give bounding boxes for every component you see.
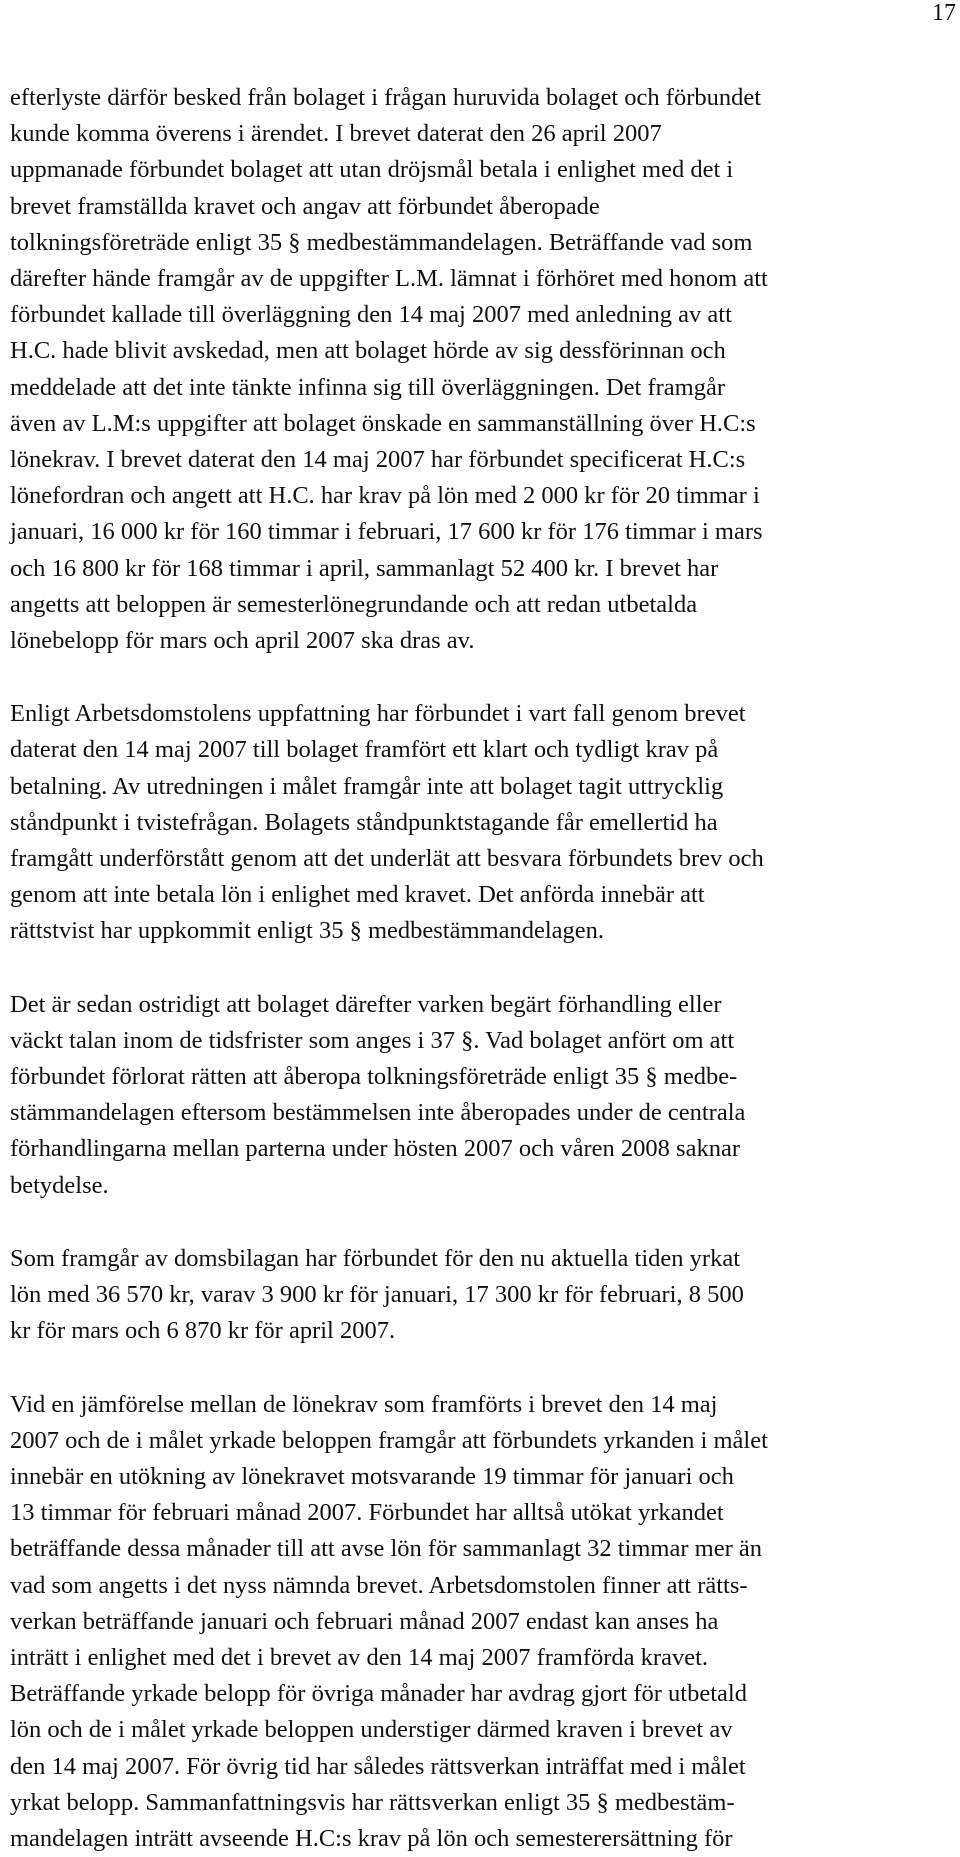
paragraph-4 (10, 1241, 955, 1350)
text-line: stämmandelagen eftersom bestämmelsen inte åberopades under de centrala (10, 1095, 955, 1131)
paragraph-5 (10, 1387, 955, 1857)
text-line: meddelade att det inte tänkte infinna sig till överläggningen. Det framgår (10, 370, 955, 406)
text-line: kunde komma överens i ärendet. I brevet daterat den 26 april 2007 (10, 116, 955, 152)
text-line: lön med 36 570 kr, varav 3 900 kr för januari, 17 300 kr för februari, 8 500 (10, 1277, 955, 1313)
text-line: lönekrav. I brevet daterat den 14 maj 2007 har förbundet specificerat H.C:s (10, 442, 955, 478)
text-line: den 14 maj 2007. För övrig tid har således rättsverkan inträffat med i målet (10, 1749, 955, 1785)
text-line: framgått underförstått genom att det underlät att besvara förbundets brev och (10, 841, 955, 877)
text-line: Beträffande yrkade belopp för övriga månader har avdrag gjort för utbetald (10, 1676, 955, 1712)
text-line: väckt talan inom de tidsfrister som anges i 37 §. Vad bolaget anfört om att (10, 1023, 955, 1059)
text-line: januari, 16 000 kr för 160 timmar i februari, 17 600 kr för 176 timmar i mars (10, 514, 955, 550)
text-line: förbundet förlorat rätten att åberopa tolkningsföreträde enligt 35 § medbe- (10, 1059, 955, 1095)
text-line: innebär en utökning av lönekravet motsvarande 19 timmar för januari och (10, 1459, 955, 1495)
text-line: uppmanade förbundet bolaget att utan dröjsmål betala i enlighet med det i (10, 152, 955, 188)
text-line: och 16 800 kr för 168 timmar i april, sammanlagt 52 400 kr. I brevet har (10, 551, 955, 587)
text-line: lönebelopp för mars och april 2007 ska dras av. (10, 623, 955, 659)
text-line: ståndpunkt i tvistefrågan. Bolagets ståndpunktstagande får emellertid ha (10, 805, 955, 841)
text-line: betalning. Av utredningen i målet framgår inte att bolaget tagit uttrycklig (10, 769, 955, 805)
paragraph-2 (10, 696, 955, 949)
text-line: mandelagen inträtt avseende H.C:s krav på lön och semesterersättning för (10, 1821, 955, 1857)
text-line: efterlyste därför besked från bolaget i frågan huruvida bolaget och förbundet (10, 80, 955, 116)
text-line: 2007 och de i målet yrkade beloppen framgår att förbundets yrkanden i målet (10, 1423, 955, 1459)
text-line: därefter hände framgår av de uppgifter L.M. lämnat i förhöret med honom att (10, 261, 955, 297)
paragraph-3 (10, 987, 955, 1204)
text-line: angetts att beloppen är semesterlönegrundande och att redan utbetalda (10, 587, 955, 623)
text-line: inträtt i enlighet med det i brevet av den 14 maj 2007 framförda kravet. (10, 1640, 955, 1676)
page-number: 17 (932, 0, 956, 27)
text-line: Som framgår av domsbilagan har förbundet för den nu aktuella tiden yrkat (10, 1241, 955, 1277)
text-line: betydelse. (10, 1168, 955, 1204)
text-line: Enligt Arbetsdomstolens uppfattning har förbundet i vart fall genom brevet (10, 696, 955, 732)
text-line: brevet framställda kravet och angav att förbundet åberopade (10, 189, 955, 225)
text-line: vad som angetts i det nyss nämnda brevet. Arbetsdomstolen finner att rätts- (10, 1568, 955, 1604)
text-line: Vid en jämförelse mellan de lönekrav som framförts i brevet den 14 maj (10, 1387, 955, 1423)
text-line: kr för mars och 6 870 kr för april 2007. (10, 1313, 955, 1349)
text-line: Det är sedan ostridigt att bolaget därefter varken begärt förhandling eller (10, 987, 955, 1023)
text-line: tolkningsföreträde enligt 35 § medbestämmandelagen. Beträffande vad som (10, 225, 955, 261)
text-line: daterat den 14 maj 2007 till bolaget framfört ett klart och tydligt krav på (10, 732, 955, 768)
text-line: yrkat belopp. Sammanfattningsvis har rättsverkan enligt 35 § medbestäm- (10, 1785, 955, 1821)
text-line: beträffande dessa månader till att avse lön för sammanlagt 32 timmar mer än (10, 1531, 955, 1567)
text-line: lön och de i målet yrkade beloppen understiger därmed kraven i brevet av (10, 1712, 955, 1748)
text-line: förbundet kallade till överläggning den 14 maj 2007 med anledning av att (10, 297, 955, 333)
paragraph-1 (10, 80, 955, 659)
text-line: lönefordran och angett att H.C. har krav på lön med 2 000 kr för 20 timmar i (10, 478, 955, 514)
text-line: verkan beträffande januari och februari månad 2007 endast kan anses ha (10, 1604, 955, 1640)
text-line: genom att inte betala lön i enlighet med kravet. Det anförda innebär att (10, 877, 955, 913)
document-body (10, 80, 955, 1857)
text-line: rättstvist har uppkommit enligt 35 § medbestämmandelagen. (10, 913, 955, 949)
text-line: även av L.M:s uppgifter att bolaget önskade en sammanställning över H.C:s (10, 406, 955, 442)
text-line: 13 timmar för februari månad 2007. Förbundet har alltså utökat yrkandet (10, 1495, 955, 1531)
text-line: förhandlingarna mellan parterna under hösten 2007 och våren 2008 saknar (10, 1131, 955, 1167)
text-line: H.C. hade blivit avskedad, men att bolaget hörde av sig dessförinnan och (10, 333, 955, 369)
